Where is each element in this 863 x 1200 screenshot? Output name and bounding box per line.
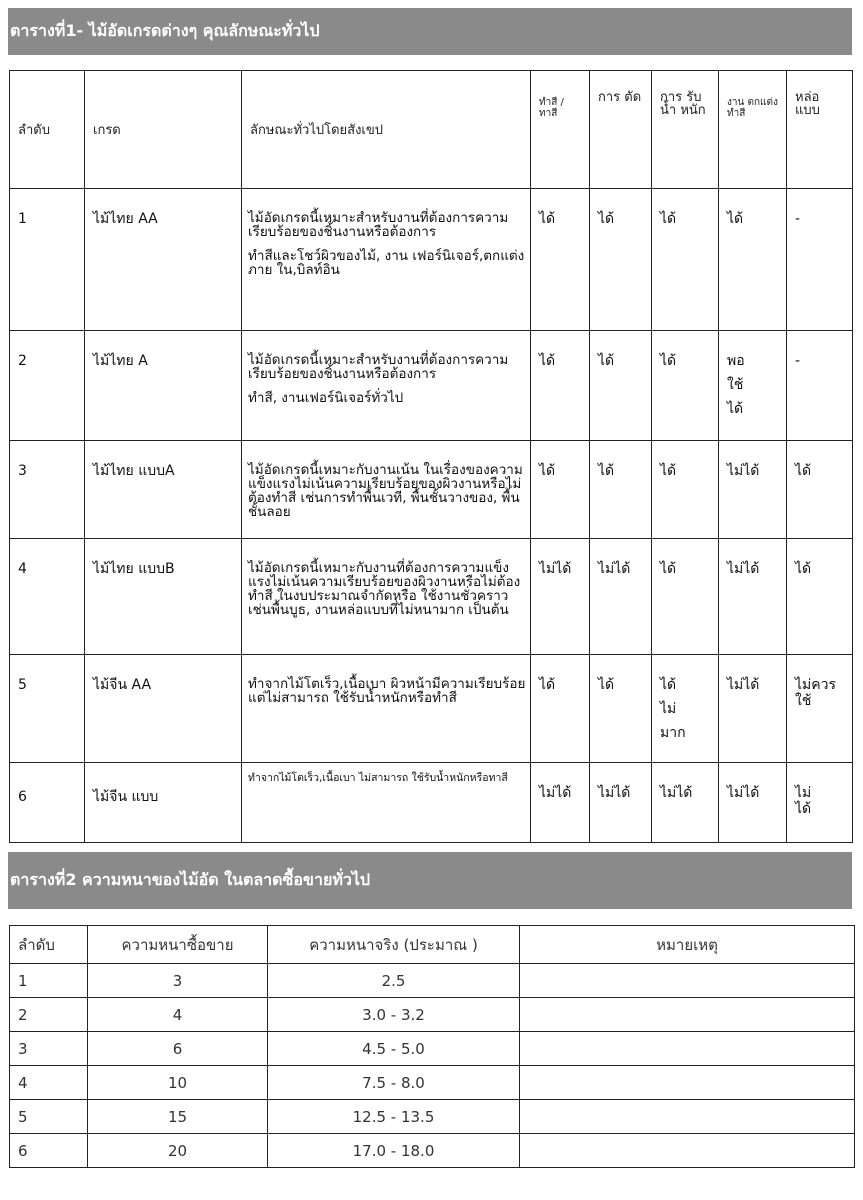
header-actual-thickness: ความหนาจริง (ประมาณ ): [268, 926, 520, 964]
row-no: 2: [10, 998, 88, 1032]
table1-header-row: [10, 71, 853, 189]
row-actual: 4.5 - 5.0: [268, 1032, 520, 1066]
plywood-thickness-table: [9, 925, 855, 1168]
row-load: ได้: [652, 189, 719, 331]
row-note: [520, 1032, 855, 1066]
row-decor: ไม่ได้: [719, 655, 787, 763]
header-nominal-thickness: ความหนาซื้อขาย: [88, 926, 268, 964]
row-no: 1: [10, 189, 85, 331]
row-load: ไม่ได้: [652, 763, 719, 843]
row-mold: -: [787, 189, 853, 331]
row-no: 4: [10, 1066, 88, 1100]
row-grade: ไม้จีน AA: [85, 655, 242, 763]
row-load: ได้: [652, 331, 719, 441]
row-paint: ไม่ได้: [531, 539, 590, 655]
row-note: [520, 1134, 855, 1168]
row-paint: ไม่ได้: [531, 763, 590, 843]
row-note: [520, 1100, 855, 1134]
header-mold: หล่อ แบบ: [787, 71, 853, 189]
table-row: [10, 539, 853, 655]
row-note: [520, 998, 855, 1032]
row-no: 4: [10, 539, 85, 655]
table-row: [10, 655, 853, 763]
row-nominal: 6: [88, 1032, 268, 1066]
row-cut: ไม่ได้: [590, 763, 652, 843]
table-row: [10, 763, 853, 843]
row-grade: ไม้ไทย A: [85, 331, 242, 441]
header-decor: งาน ตกแต่ง ทำสี: [719, 71, 787, 189]
row-no: 5: [10, 1100, 88, 1134]
row-mold: ได้: [787, 441, 853, 539]
row-mold: ได้: [787, 539, 853, 655]
row-no: 6: [10, 1134, 88, 1168]
row-description: ไม้อัดเกรดนี้เหมาะกับงานที่ต้องการความแข็งแรงไม่เน้นความเรียบร้อยของผิวงานหรือไม่ต้องทำสี ในงบประมาณจำกัดหรือ ใช้งานชั่วคราวเช่นพื้นบูธ, งานหล่อแบบที่ไม่หนามาก เป็นต้น: [242, 539, 531, 655]
row-note: [520, 964, 855, 998]
row-decor: พอ ใช้ ได้: [719, 331, 787, 441]
row-paint: ได้: [531, 441, 590, 539]
table-row: [10, 1066, 855, 1100]
table-row: [10, 998, 855, 1032]
header-no: ลำดับ: [10, 926, 88, 964]
row-description: ไม้อัดเกรดนี้เหมาะกับงานเน้น ในเรื่องของความแข็งแรงไม่เน้นความเรียบร้อยของผิวงานหรือไม่ต้องทำสี เช่นการทำพื้นเวที, พื้นชั้นวางของ, พื้นชั้นลอย: [242, 441, 531, 539]
table-row: [10, 1032, 855, 1066]
header-grade: เกรด: [85, 71, 242, 189]
row-nominal: 3: [88, 964, 268, 998]
row-mold: ไม่ ได้: [787, 763, 853, 843]
row-decor: ไม่ได้: [719, 441, 787, 539]
row-description: ทำจากไม้โตเร็ว,เนื้อเบา ไม่สามารถ ใช้รับน้ำหนักหรือทาสี: [242, 763, 531, 843]
row-actual: 3.0 - 3.2: [268, 998, 520, 1032]
table-row: [10, 1100, 855, 1134]
header-note: หมายเหตุ: [520, 926, 855, 964]
row-description: ทำจากไม้โตเร็ว,เนื้อเบา ผิวหน้ามีความเรียบร้อย แต่ไม่สามารถ ใช้รับน้ำหนักหรือทำสี: [242, 655, 531, 763]
row-no: 3: [10, 1032, 88, 1066]
row-no: 2: [10, 331, 85, 441]
row-description: [242, 189, 531, 331]
row-nominal: 10: [88, 1066, 268, 1100]
row-nominal: 4: [88, 998, 268, 1032]
description-line: ไม้อัดเกรดนี้เหมาะสำหรับงานที่ต้องการความเรียบร้อยของชิ้นงานหรือต้องการ: [248, 210, 509, 240]
description-line: ทำสีและโชว์ผิวของไม้, งาน เฟอร์นิเจอร์,ตกแต่งภาย ใน,บิลท์อิน: [248, 248, 525, 278]
row-no: 6: [10, 763, 85, 843]
row-grade: ไม้จีน แบบ: [85, 763, 242, 843]
row-paint: ได้: [531, 331, 590, 441]
row-actual: 7.5 - 8.0: [268, 1066, 520, 1100]
table-row: [10, 189, 853, 331]
table-row: [10, 331, 853, 441]
row-cut: ได้: [590, 441, 652, 539]
row-paint: ได้: [531, 189, 590, 331]
row-no: 3: [10, 441, 85, 539]
row-actual: 17.0 - 18.0: [268, 1134, 520, 1168]
row-grade: ไม้ไทย แบบA: [85, 441, 242, 539]
row-decor: ไม่ได้: [719, 763, 787, 843]
row-cut: ได้: [590, 189, 652, 331]
table-row: [10, 1134, 855, 1168]
row-actual: 12.5 - 13.5: [268, 1100, 520, 1134]
table2-header-row: [10, 926, 855, 964]
header-no: ลำดับ: [10, 71, 85, 189]
row-load: ได้ ไม่ มาก: [652, 655, 719, 763]
row-nominal: 20: [88, 1134, 268, 1168]
table-row: [10, 441, 853, 539]
row-load: ได้: [652, 441, 719, 539]
row-nominal: 15: [88, 1100, 268, 1134]
row-description: [242, 331, 531, 441]
description-line: ทำสี, งานเฟอร์นิเจอร์ทั่วไป: [248, 390, 404, 406]
row-paint: ได้: [531, 655, 590, 763]
row-cut: ไม่ได้: [590, 539, 652, 655]
row-no: 5: [10, 655, 85, 763]
header-description: ลักษณะทั่วไปโดยสังเขป: [242, 71, 531, 189]
row-grade: ไม้ไทย แบบB: [85, 539, 242, 655]
row-decor: ได้: [719, 189, 787, 331]
header-load: การ รับน้ำ หนัก: [652, 71, 719, 189]
row-mold: ไม่ควร ใช้: [787, 655, 853, 763]
row-note: [520, 1066, 855, 1100]
row-actual: 2.5: [268, 964, 520, 998]
row-load: ได้: [652, 539, 719, 655]
row-decor: ไม่ได้: [719, 539, 787, 655]
plywood-grade-table: [9, 70, 853, 843]
table-row: [10, 964, 855, 998]
table1-title: ตารางที่1- ไม้อัดเกรดต่างๆ คุณลักษณะทั่วไป: [8, 8, 852, 55]
row-cut: ได้: [590, 655, 652, 763]
row-grade: ไม้ไทย AA: [85, 189, 242, 331]
header-cut: การ ตัด: [590, 71, 652, 189]
description-line: ไม้อัดเกรดนี้เหมาะสำหรับงานที่ต้องการความเรียบร้อยของชิ้นงานหรือต้องการ: [248, 352, 509, 382]
table2-title: ตารางที่2 ความหนาของไม้อัด ในตลาดซื้อขายทั่วไป: [8, 852, 852, 909]
row-no: 1: [10, 964, 88, 998]
row-cut: ได้: [590, 331, 652, 441]
row-mold: -: [787, 331, 853, 441]
header-paint: ทำสี / ทาสี: [531, 71, 590, 189]
